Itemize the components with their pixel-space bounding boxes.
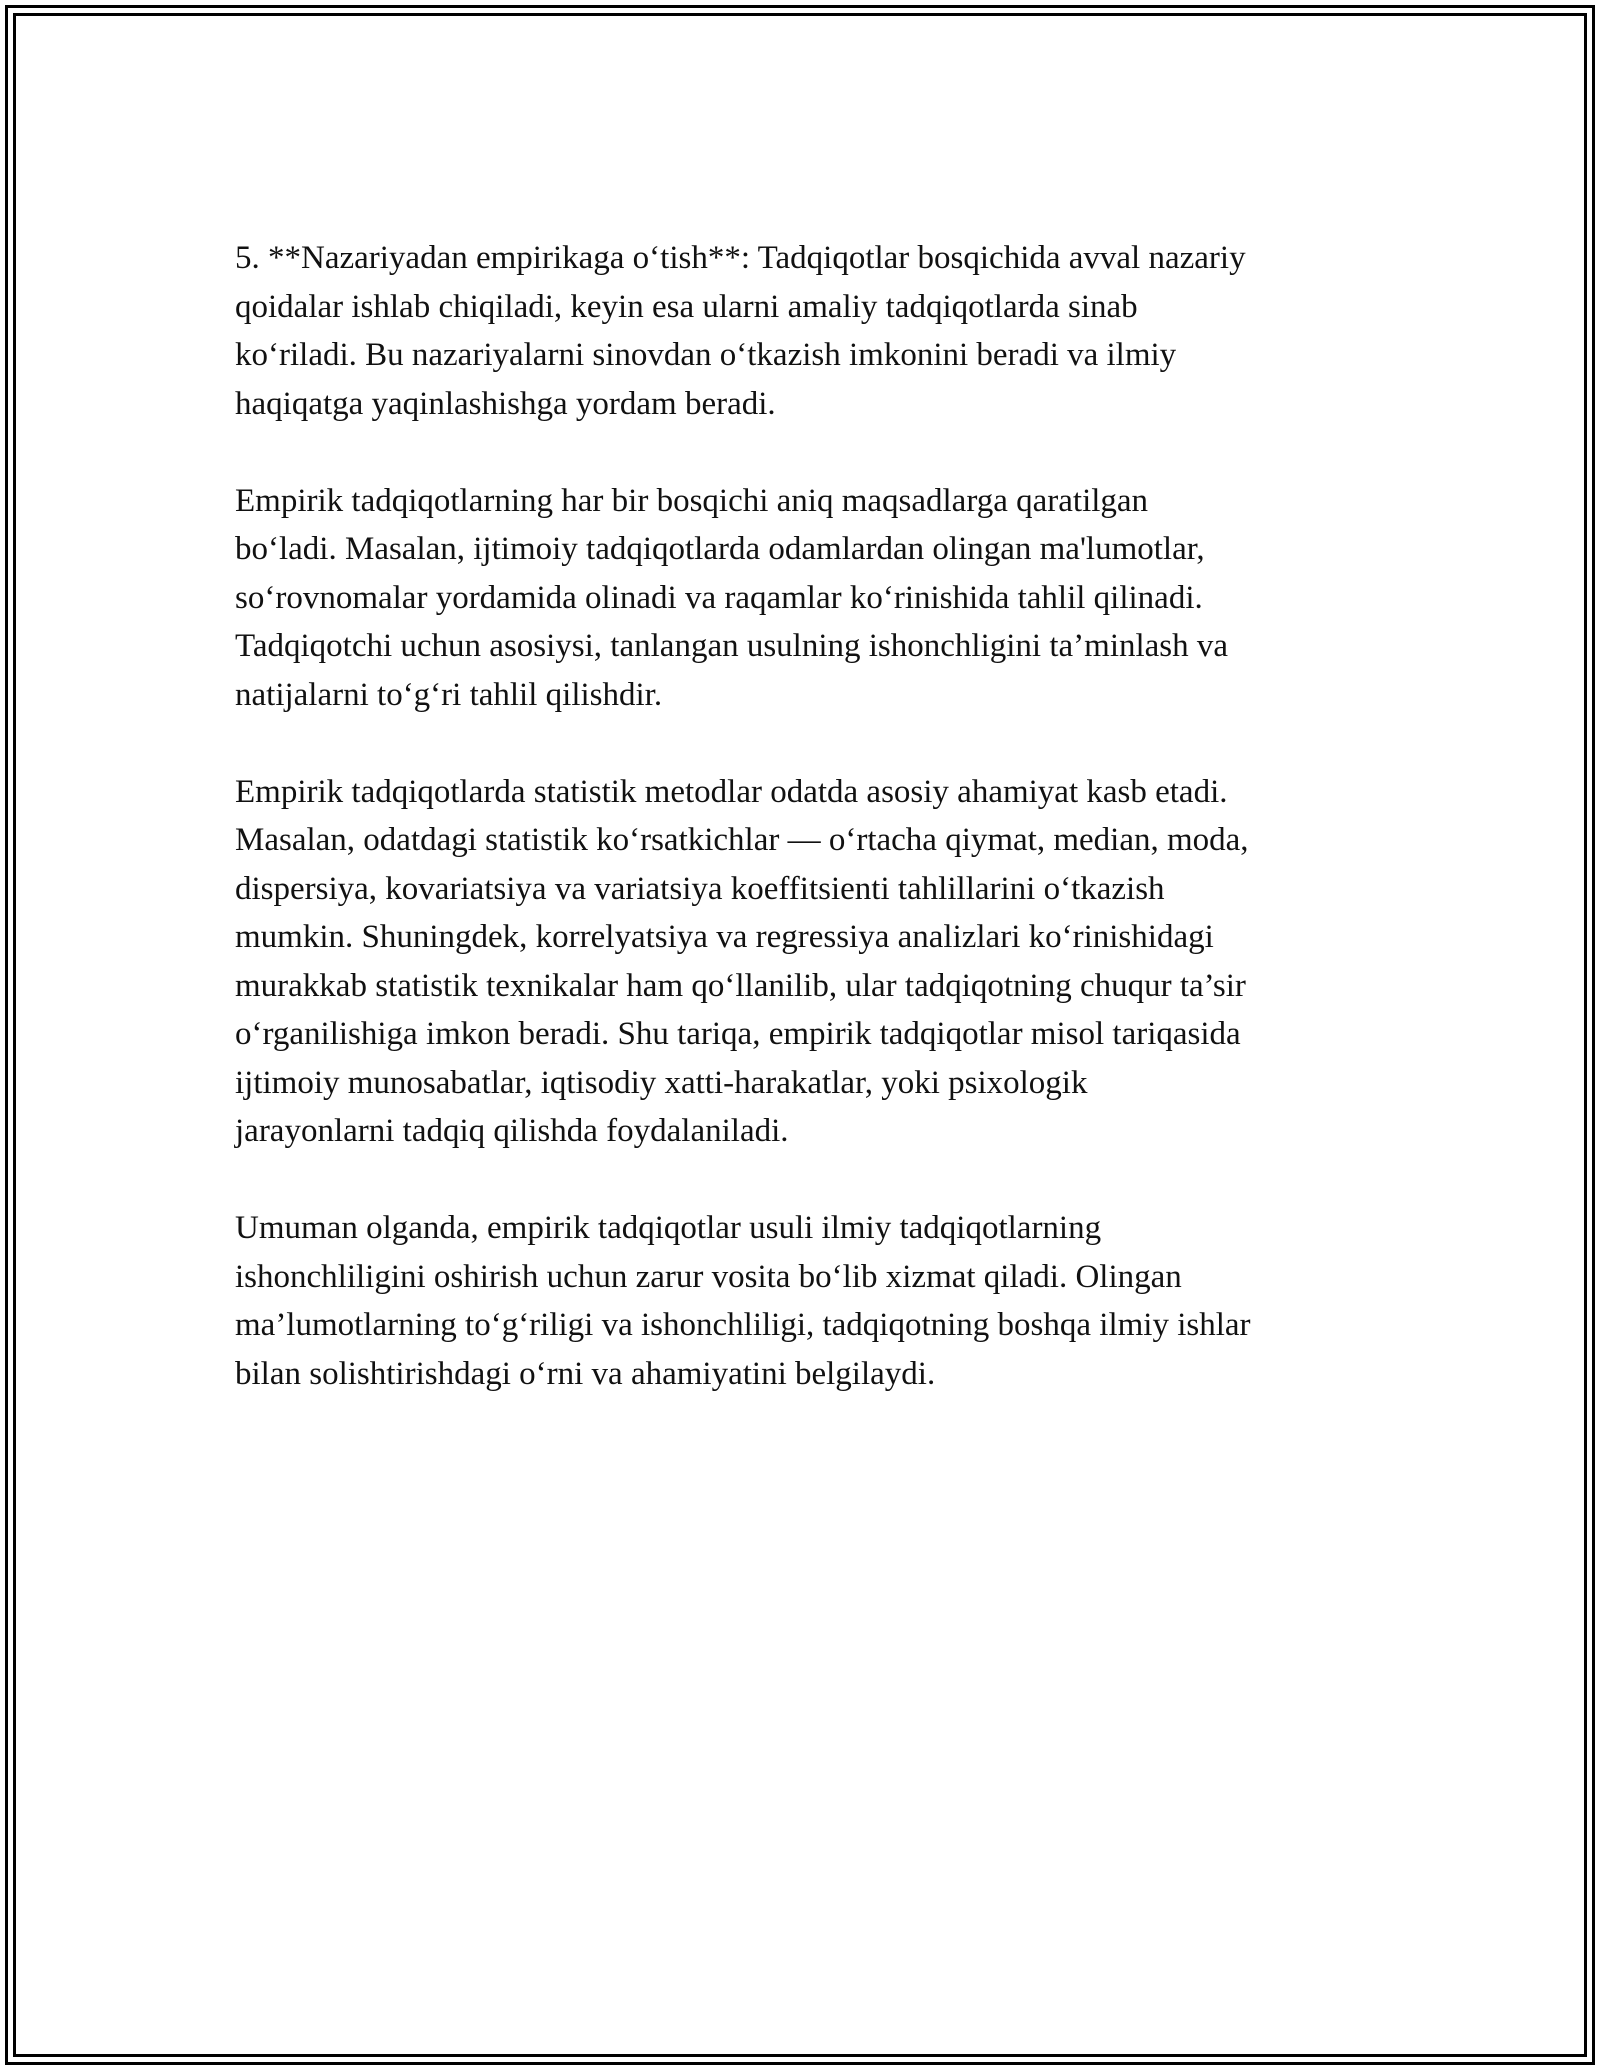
paragraph-line: Masalan, odatdagi statistik ko‘rsatkichlar — o‘rtacha qiymat, median, moda,: [235, 822, 1249, 858]
paragraph-line: ijtimoiy munosabatlar, iqtisodiy xatti-harakatlar, yoki psixologik: [235, 1064, 1088, 1101]
paragraph-line: ishonchliligini oshirish uchun zarur vosita bo‘lib xizmat qiladi. Olingan: [235, 1258, 1182, 1295]
paragraph-line: murakkab statistik texnikalar ham qo‘llanilib, ular tadqiqotning chuqur ta’sir: [235, 967, 1246, 1004]
paragraph-line: 5. **Nazariyadan empirikaga o‘tish**: Tadqiqotlar bosqichida avval nazariy: [235, 240, 1246, 276]
paragraph-line: natijalarni to‘g‘ri tahlil qilishdir.: [235, 676, 663, 713]
paragraph-line: ko‘riladi. Bu nazariyalarni sinovdan o‘tkazish imkonini beradi va ilmiy: [235, 337, 1177, 373]
paragraph-line: mumkin. Shuningdek, korrelyatsiya va regressiya analizlari ko‘rinishidagi: [235, 919, 1214, 955]
paragraph-nazariyadan-empirikaga: [235, 234, 1375, 428]
paragraph-line: so‘rovnomalar yordamida olinadi va raqamlar ko‘rinishida tahlil qilinadi.: [235, 579, 1203, 616]
paragraph-statistik-metodlar: [235, 768, 1375, 1156]
paragraph-line: bilan solishtirishdagi o‘rni va ahamiyatini belgilaydi.: [235, 1355, 936, 1392]
paragraph-line: o‘rganilishiga imkon beradi. Shu tariqa, empirik tadqiqotlar misol tariqasida: [235, 1016, 1241, 1052]
paragraph-umuman-olganda: [235, 1204, 1375, 1398]
paragraph-line: Umuman olganda, empirik tadqiqotlar usuli ilmiy tadqiqotlarning: [235, 1210, 1102, 1246]
paragraph-line: haqiqatga yaqinlashishga yordam beradi.: [235, 385, 776, 422]
paragraph-line: jarayonlarni tadqiq qilishda foydalaniladi.: [235, 1113, 789, 1149]
paragraph-line: dispersiya, kovariatsiya va variatsiya koeffitsienti tahlillarini o‘tkazish: [235, 870, 1165, 907]
paragraph-empirik-bosqichi: [235, 477, 1375, 720]
paragraph-line: Empirik tadqiqotlarning har bir bosqichi aniq maqsadlarga qaratilgan: [235, 482, 1149, 519]
paragraph-line: bo‘ladi. Masalan, ijtimoiy tadqiqotlarda odamlardan olingan ma'lumotlar,: [235, 531, 1205, 567]
paragraph-line: Empirik tadqiqotlarda statistik metodlar odatda asosiy ahamiyat kasb etadi.: [235, 773, 1228, 810]
paragraph-line: qoidalar ishlab chiqiladi, keyin esa ularni amaliy tadqiqotlarda sinab: [235, 288, 1138, 325]
paragraph-line: ma’lumotlarning to‘g‘riligi va ishonchliligi, tadqiqotning boshqa ilmiy ishlar: [235, 1307, 1251, 1343]
document-body: [235, 234, 1375, 1447]
paragraph-line: Tadqiqotchi uchun asosiysi, tanlangan usulning ishonchligini ta’minlash va: [235, 628, 1229, 664]
